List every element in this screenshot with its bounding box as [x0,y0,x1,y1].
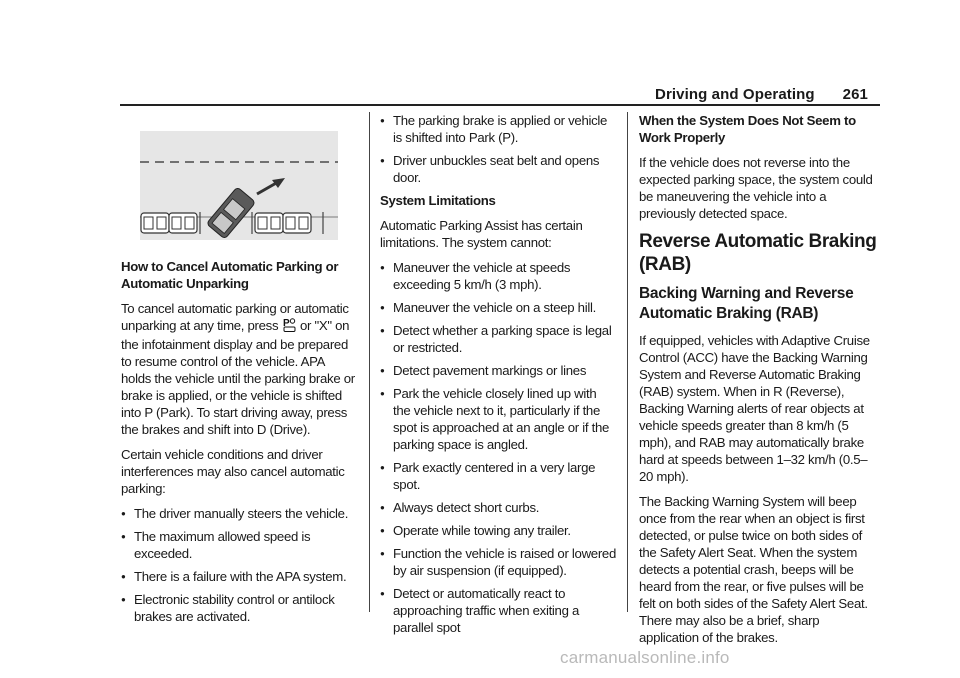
conditions-intro: Certain vehicle conditions and driver interferences may also cancel automatic parking: [121,447,345,497]
troubleshoot-heading: When the System Does Not Seem to Work Properly [639,113,856,145]
limitations-intro: Automatic Parking Assist has certain limitations. The system cannot: [380,218,583,250]
list-item: ● Detect or automatically react to approaching traffic when exiting a parallel spot [380,585,616,636]
svg-text:P: P [282,318,290,330]
list-item: ● Detect whether a parking space is legal or restricted. [380,322,616,356]
rab-paragraph-2: The Backing Warning System will beep once from the rear when an object is first detected, or pulse twice on both sides of the Safety Alert Seat. When the system detects a potential crash, beeps will be heard from the rear, or five pulses will be felt on both sides of the Safety Alert Seat. There may also be a brief, sharp application of the brakes. [639,494,868,645]
list-item: ● The parking brake is applied or vehicle is shifted into Park (P). [380,112,616,146]
list-item: ● The driver manually steers the vehicle. [121,505,357,522]
list-item: ● Maneuver the vehicle on a steep hill. [380,299,616,316]
list-item: ● Maneuver the vehicle at speeds exceeding 5 km/h (3 mph). [380,259,616,293]
page-number: 261 [842,86,868,103]
column-3 [639,112,881,654]
rab-subsection-title: Backing Warning and Reverse Automatic Braking (RAB) [639,285,854,322]
conditions-list [121,505,357,625]
list-item: ● Function the vehicle is raised or lowered by air suspension (if equipped). [380,545,616,579]
rab-section-title: Reverse Automatic Braking (RAB) [639,231,877,275]
header-rule [120,104,880,106]
list-item: ● Park exactly centered in a very large spot. [380,459,616,493]
section-title: Driving and Operating [655,86,815,103]
list-item: ● There is a failure with the APA system. [121,568,357,585]
column-divider-2 [627,112,628,612]
column-divider-1 [369,112,370,612]
column-2 [380,112,616,642]
parking-assist-icon [283,317,296,336]
parking-assist-illustration [140,122,338,240]
page-header [655,86,868,103]
list-item: ● Electronic stability control or antilock brakes are activated. [121,591,357,625]
cancel-list-continued [380,112,616,186]
list-item: ● Always detect short curbs. [380,499,616,516]
cancel-heading: How to Cancel Automatic Parking or Automatic Unparking [121,259,339,291]
cancel-paragraph: To cancel automatic parking or automatic unparking at any time, press P or "X" on the infotainment display and be prepared to resume control of the vehicle. APA holds the vehicle until the parking brake or brake is applied, or the vehicle is shifted into P (Park). To start driving away, press the brakes and shift into D (Drive). [121,301,355,438]
column-1 [121,258,357,631]
list-item: ● The maximum allowed speed is exceeded. [121,528,357,562]
list-item: ● Detect pavement markings or lines [380,362,616,379]
troubleshoot-paragraph: If the vehicle does not reverse into the expected parking space, the system could be maneuvering the vehicle into a previously detected space. [639,155,873,221]
list-item: ● Operate while towing any trailer. [380,522,616,539]
list-item: ● Driver unbuckles seat belt and opens door. [380,152,616,186]
limitations-heading: System Limitations [380,193,496,208]
list-item: ● Park the vehicle closely lined up with the vehicle next to it, particularly if the spot is approached at an angle or if the parking space is angled. [380,385,616,453]
rab-paragraph-1: If equipped, vehicles with Adaptive Cruise Control (ACC) have the Backing Warning System and Reverse Automatic Braking (RAB) system. When in R (Reverse), Backing Warning alerts of rear objects at vehicle speeds greater than 8 km/h (5 mph), and RAB may automatically brake hard at speeds between 1–32 km/h (0.5–20 mph). [639,333,870,484]
watermark: carmanualsonline.info [560,648,730,667]
limitations-list [380,259,616,636]
